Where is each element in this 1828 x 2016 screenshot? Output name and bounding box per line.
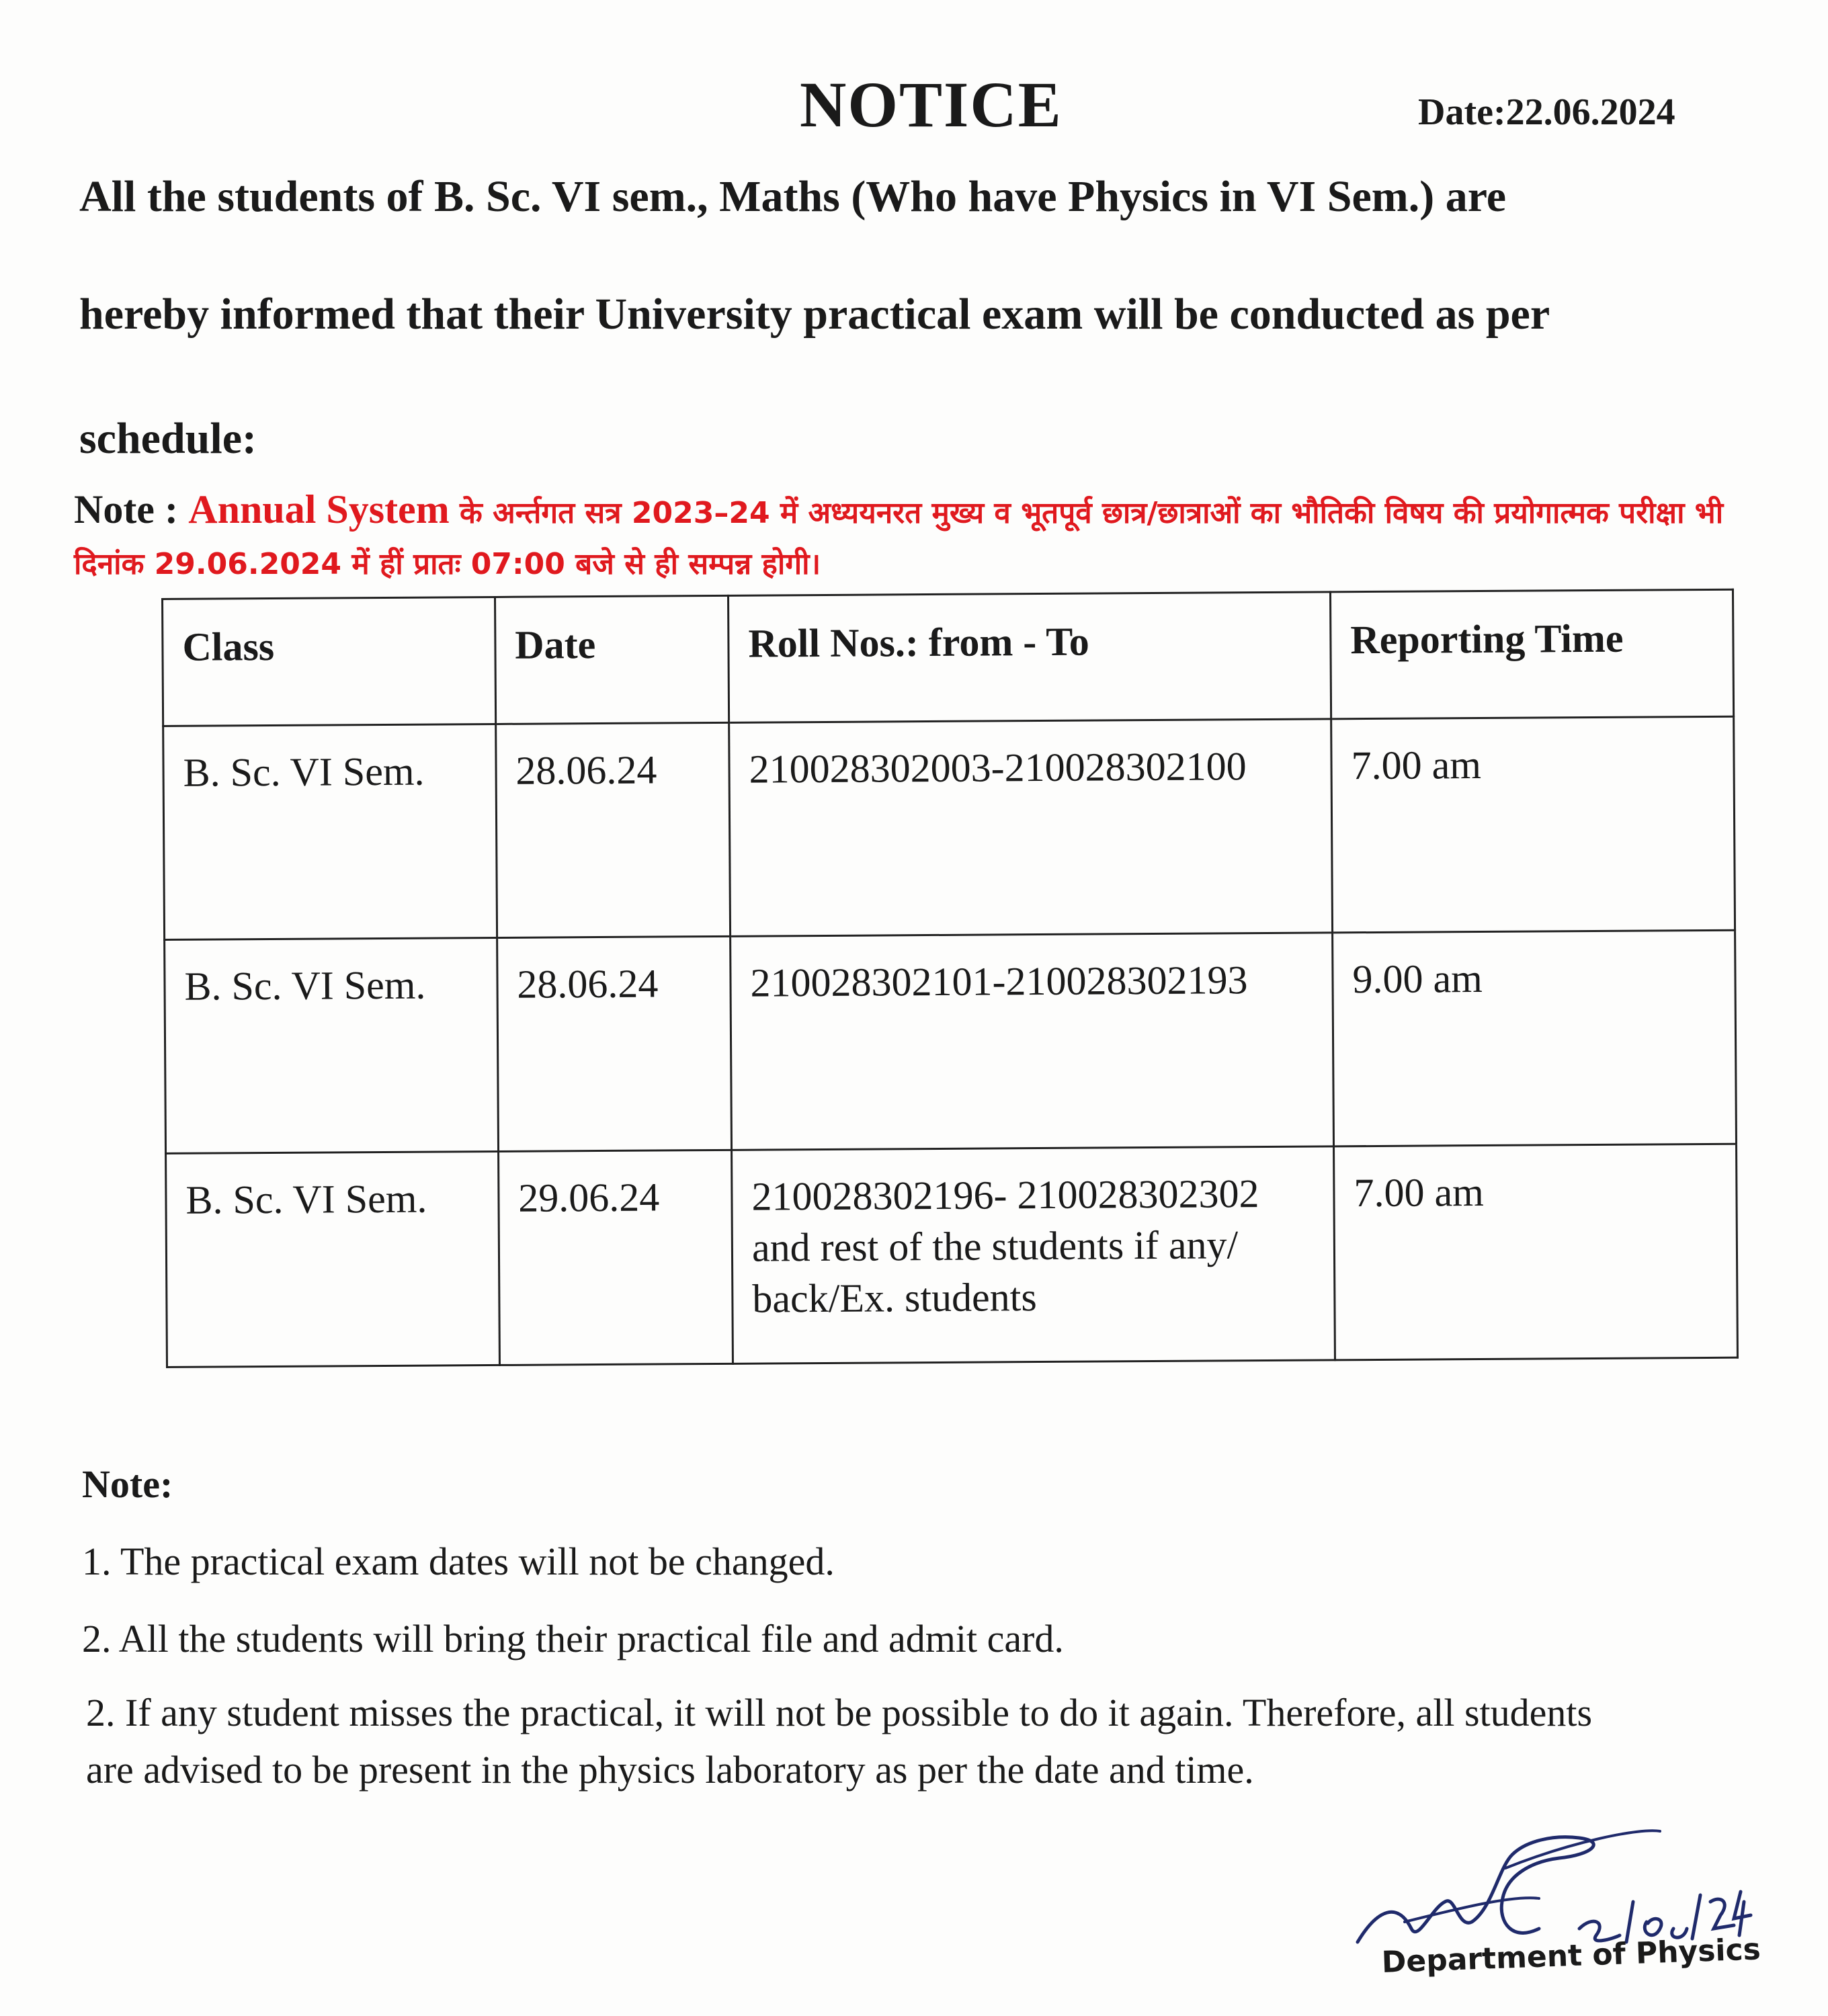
note-item-1: 1. The practical exam dates will not be changed. [82, 1540, 835, 1583]
intro-line-2: hereby informed that their University practical exam will be conducted as per [79, 290, 1550, 339]
cell-date: 29.06.24 [498, 1150, 733, 1365]
cell-roll-nos: 210028302101-210028302193 [731, 933, 1334, 1150]
department-stamp: Department of Physics [1381, 1932, 1761, 1980]
header-class: Class [163, 597, 496, 726]
table-row [166, 1144, 1738, 1367]
cell-date: 28.06.24 [497, 936, 731, 1151]
intro-line-3: schedule: [79, 414, 257, 463]
hindi-note-text: के अर्न्तगत सत्र 2023–24 में अध्ययनरत मुख्य व भूतपूर्व छात्र/छात्राओं का भौतिकी विषय की प्रयोगात्मक परीक्षा भी दिनांक 29.06.2024 में हीं प्रातः 07:00 बजे से ही सम्पन्न होगी। [74, 496, 1724, 581]
table-header-row [163, 589, 1734, 726]
note-item-3-continued: are advised to be present in the physics laboratory as per the date and time. [86, 1748, 1254, 1792]
cell-class: B. Sc. VI Sem. [163, 724, 497, 939]
cell-class: B. Sc. VI Sem. [166, 1151, 500, 1367]
notes-heading: Note: [82, 1462, 173, 1506]
hindi-note-label: Note : [74, 487, 178, 532]
cell-reporting-time: 7.00 am [1334, 1144, 1738, 1360]
cell-roll-nos: 210028302196- 210028302302 and rest of the students if any/ back/Ex. students [732, 1146, 1335, 1363]
hindi-note [74, 484, 1781, 590]
table-row [165, 930, 1737, 1153]
header-date: Date [495, 595, 729, 724]
cell-reporting-time: 7.00 am [1331, 716, 1735, 933]
hindi-note-highlight: Annual System [188, 487, 450, 532]
cell-class: B. Sc. VI Sem. [165, 937, 499, 1153]
note-item-3: 2. If any student misses the practical, it will not be possible to do it again. Therefore, all students [86, 1691, 1593, 1734]
cell-date: 28.06.24 [495, 722, 730, 937]
note-item-2: 2. All the students will bring their practical file and admit card. [82, 1617, 1064, 1661]
header-roll-nos: Roll Nos.: from - To [729, 592, 1331, 722]
header-reporting-time: Reporting Time [1330, 589, 1733, 719]
notice-title: NOTICE [800, 69, 1063, 140]
cell-roll-nos: 210028302003-210028302100 [729, 719, 1333, 936]
notice-date: Date:22.06.2024 [1418, 91, 1675, 133]
intro-line-1: All the students of B. Sc. VI sem., Maths (Who have Physics in VI Sem.) are [79, 172, 1507, 221]
cell-reporting-time: 9.00 am [1333, 930, 1737, 1146]
schedule-table [161, 589, 1739, 1368]
table-row [163, 716, 1735, 939]
